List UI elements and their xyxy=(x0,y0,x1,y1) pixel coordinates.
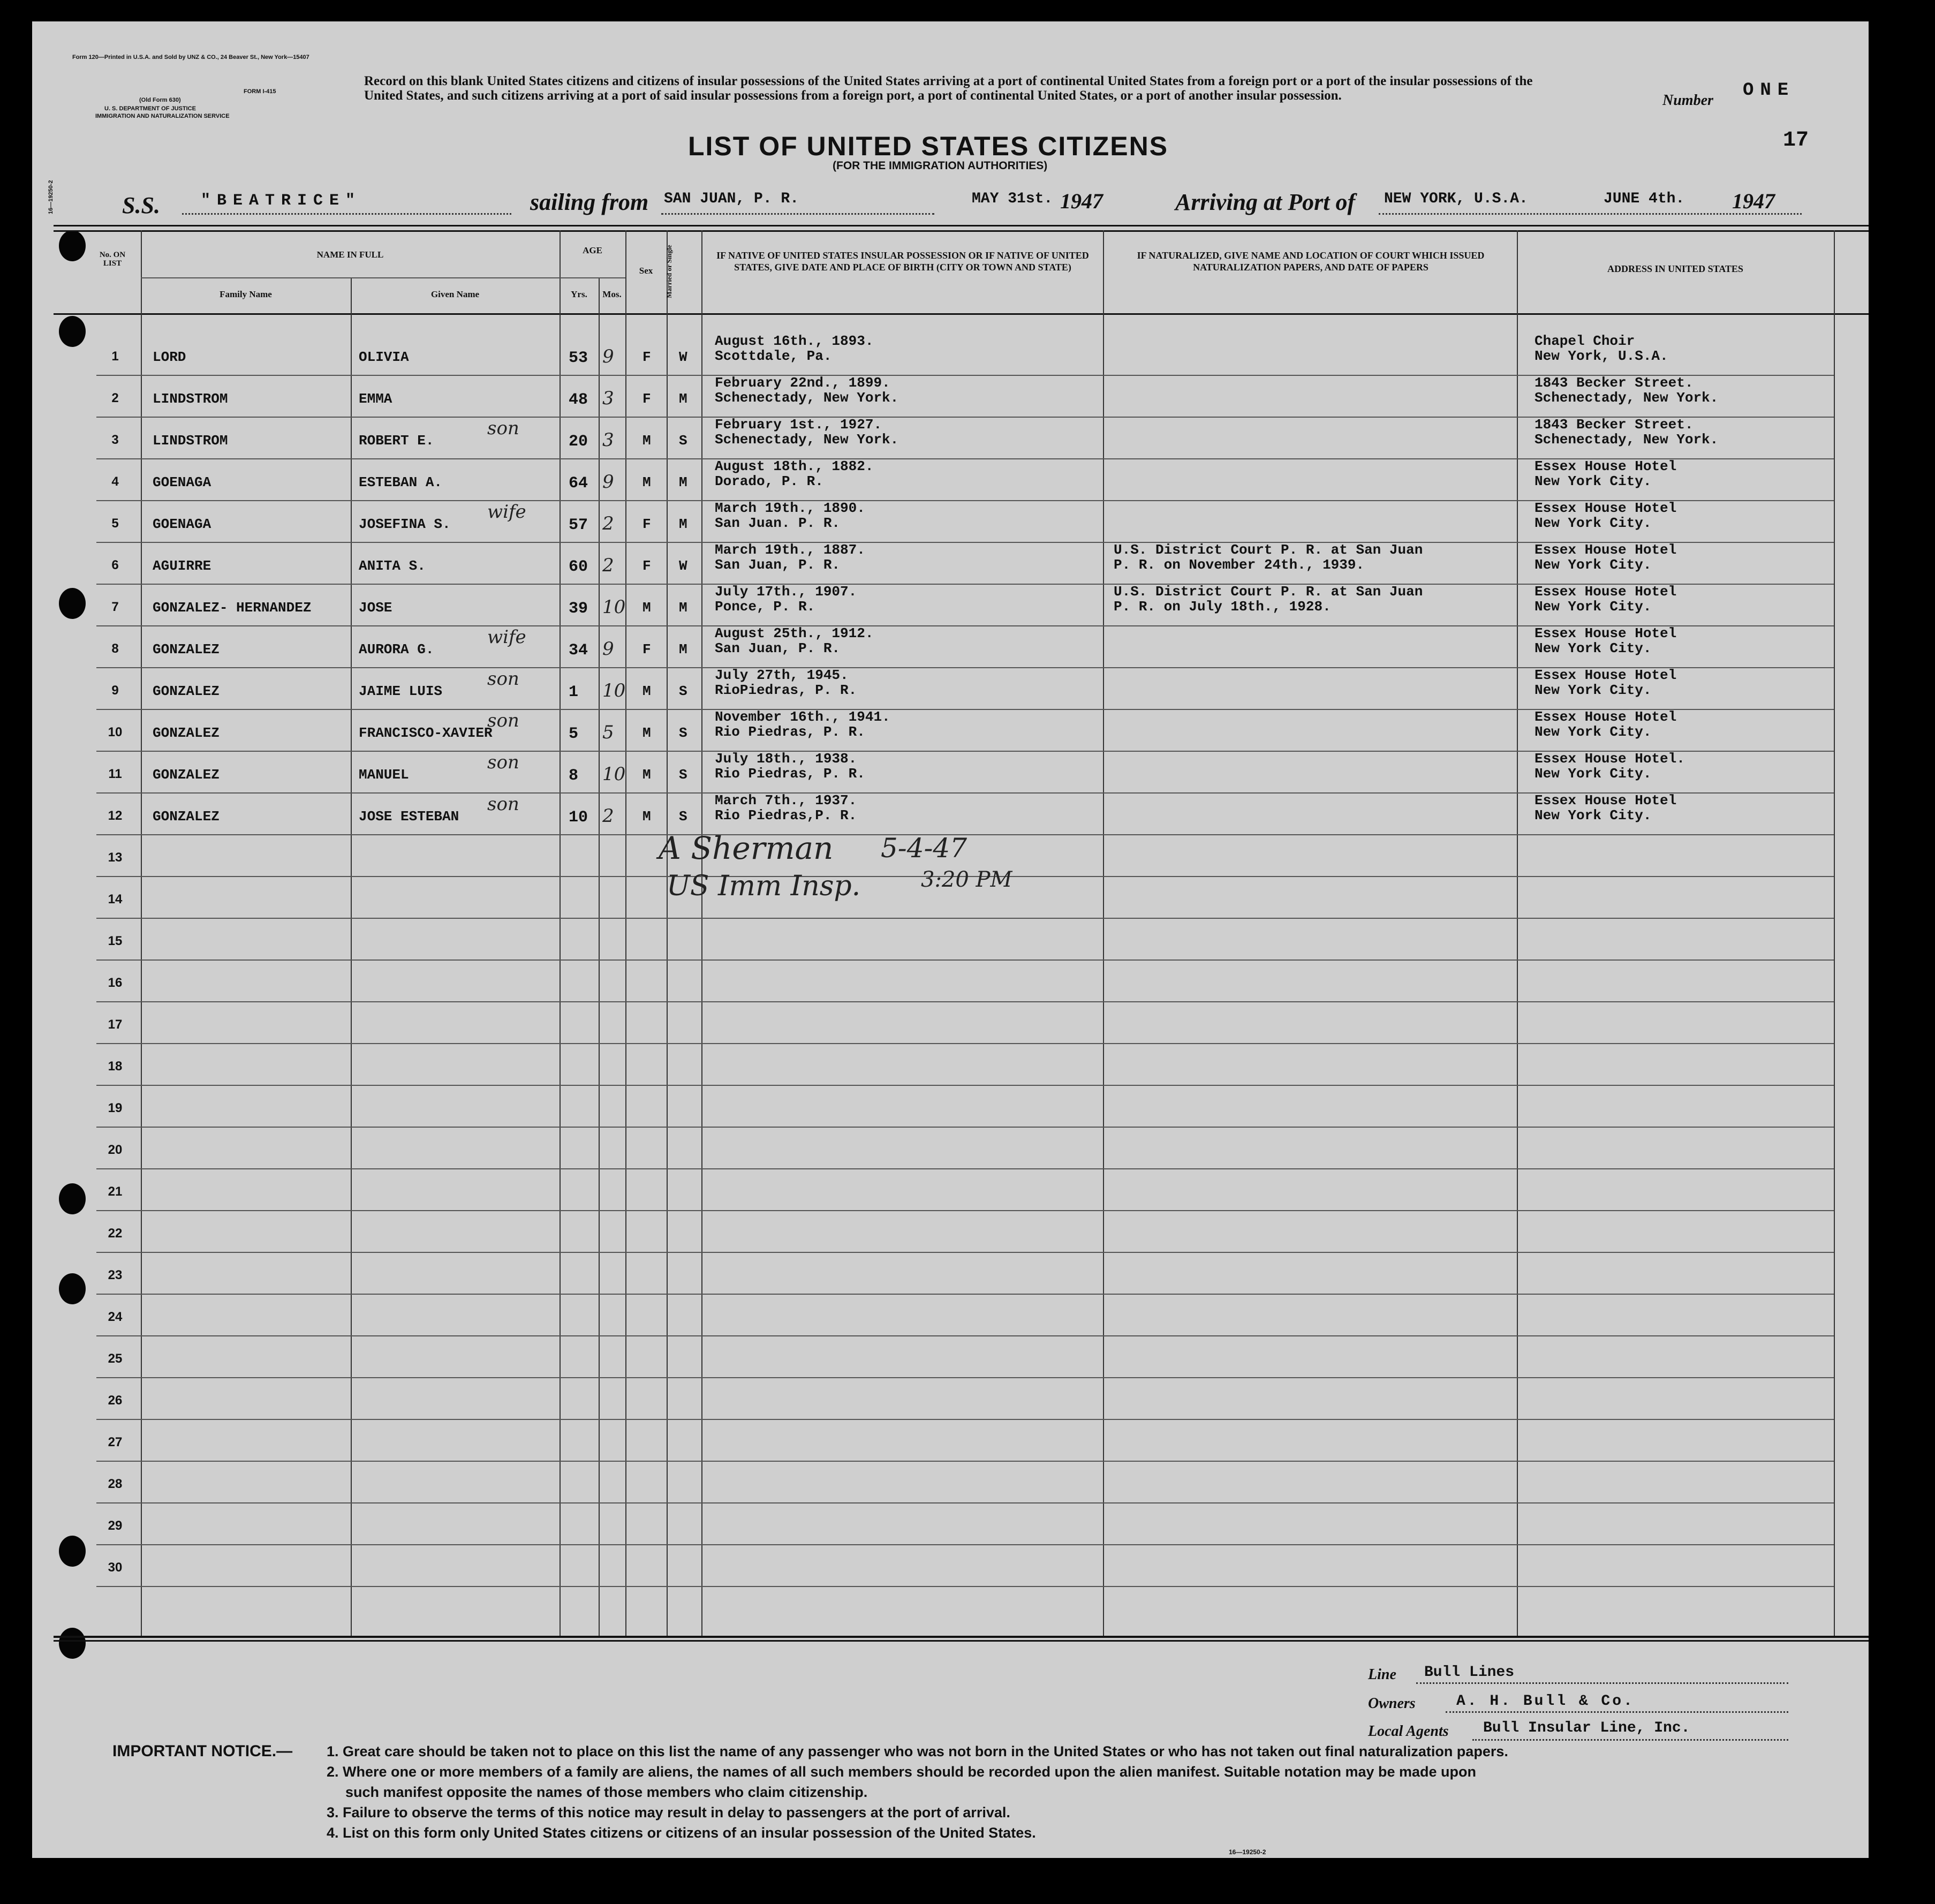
birth-date: July 27th, 1945. xyxy=(715,667,849,683)
marital-status: W xyxy=(679,558,687,574)
row-number: 15 xyxy=(108,934,123,948)
birth-date: March 19th., 1890. xyxy=(715,500,865,516)
ship-label: S.S. xyxy=(122,192,160,218)
inspection-time: 3:20 PM xyxy=(921,867,1012,892)
given-name: ROBERT E. xyxy=(359,433,434,449)
given-name: JOSE ESTEBAN xyxy=(359,809,459,825)
birth-date: March 19th., 1887. xyxy=(715,542,865,558)
family-name: GONZALEZ xyxy=(153,809,220,825)
age-months: 2 xyxy=(602,805,614,827)
address-line-2: New York City. xyxy=(1535,682,1652,698)
sex: F xyxy=(643,516,651,532)
relation-note: wife xyxy=(487,626,526,648)
address-line-1: Essex House Hotel xyxy=(1535,500,1677,516)
row-number: 17 xyxy=(108,1017,123,1032)
age-years: 57 xyxy=(569,516,588,534)
binder-hole xyxy=(59,316,86,347)
row-number: 10 xyxy=(108,725,123,739)
age-months: 10 xyxy=(602,764,626,785)
line-label: Line xyxy=(1368,1666,1396,1683)
row-number: 25 xyxy=(108,1351,123,1366)
naturalization-date: P. R. on July 18th., 1928. xyxy=(1114,599,1331,615)
row-number: 6 xyxy=(111,558,119,572)
header-yrs: Yrs. xyxy=(571,289,587,299)
row-number: 16 xyxy=(108,976,123,990)
row-number: 29 xyxy=(108,1518,123,1533)
age-years: 8 xyxy=(569,767,579,785)
header-naturalized: IF NATURALIZED, GIVE NAME AND LOCATION OF COURT WHICH ISSUED NATURALIZATION PAPERS, AND DATE OF PAPERS xyxy=(1137,250,1485,273)
family-name: AGUIRRE xyxy=(153,558,211,574)
form-number: FORM I-415 xyxy=(244,88,276,95)
row-number: 18 xyxy=(108,1059,123,1074)
birth-place: San Juan. P. R. xyxy=(715,515,841,531)
birth-date: November 16th., 1941. xyxy=(715,709,890,725)
row-number: 7 xyxy=(111,600,119,614)
marital-status: S xyxy=(679,809,687,825)
side-code: 16—19250-2 xyxy=(48,180,54,214)
age-months: 10 xyxy=(602,596,626,618)
age-months: 9 xyxy=(602,471,614,493)
address-line-2: New York, U.S.A. xyxy=(1535,348,1668,364)
address-line-1: Essex House Hotel xyxy=(1535,584,1677,600)
age-months: 10 xyxy=(602,680,626,701)
department: U. S. DEPARTMENT OF JUSTICE xyxy=(104,105,196,112)
age-months: 3 xyxy=(602,388,614,409)
address-line-2: New York City. xyxy=(1535,724,1652,740)
age-years: 1 xyxy=(569,683,579,701)
birth-place: San Juan, P. R. xyxy=(715,640,841,656)
age-years: 20 xyxy=(569,433,588,451)
age-months: 2 xyxy=(602,513,614,534)
row-number: 1 xyxy=(111,349,119,364)
family-name: LORD xyxy=(153,349,186,365)
sex: M xyxy=(643,474,651,490)
ship-name: "BEATRICE" xyxy=(201,192,362,210)
arrival-date: JUNE 4th. xyxy=(1604,191,1685,207)
marital-status: S xyxy=(679,683,687,699)
notice-4: 4. List on this form only United States citizens or citizens of an insular possession of the United States. xyxy=(327,1825,1036,1841)
header-mos: Mos. xyxy=(602,289,622,299)
age-years: 5 xyxy=(569,725,579,743)
given-name: JAIME LUIS xyxy=(359,683,443,699)
family-name: GOENAGA xyxy=(153,516,211,532)
owners-label: Owners xyxy=(1368,1695,1416,1712)
family-name: GONZALEZ- HERNANDEZ xyxy=(153,600,312,616)
address-line-2: Schenectady, New York. xyxy=(1535,390,1719,406)
address-line-2: New York City. xyxy=(1535,515,1652,531)
address-line-2: New York City. xyxy=(1535,640,1652,656)
header-no: No. ON LIST xyxy=(99,251,126,268)
family-name: LINDSTROM xyxy=(153,433,228,449)
sex: F xyxy=(643,391,651,407)
naturalization-court: U.S. District Court P. R. at San Juan xyxy=(1114,542,1423,558)
notice-3: 3. Failure to observe the terms of this notice may result in delay to passengers at the port of arrival. xyxy=(327,1804,1010,1820)
sex: F xyxy=(643,558,651,574)
inspection-date: 5-4-47 xyxy=(881,833,968,864)
given-name: OLIVIA xyxy=(359,349,409,365)
birth-place: RioPiedras, P. R. xyxy=(715,682,857,698)
header-address: ADDRESS IN UNITED STATES xyxy=(1607,263,1743,274)
address-line-2: New York City. xyxy=(1535,766,1652,782)
birth-place: Schenectady, New York. xyxy=(715,432,899,448)
notice-1: 1. Great care should be taken not to place on this list the name of any passenger who was not born in the United States or who has not taken out final naturalization papers. xyxy=(327,1743,1508,1759)
address-line-2: New York City. xyxy=(1535,807,1652,823)
given-name: ESTEBAN A. xyxy=(359,474,443,490)
row-number: 5 xyxy=(111,516,119,531)
row-number: 9 xyxy=(111,683,119,698)
family-name: GOENAGA xyxy=(153,474,211,490)
given-name: EMMA xyxy=(359,391,392,407)
header-married: Married or Single xyxy=(665,245,673,298)
sex: F xyxy=(643,349,651,365)
sex: M xyxy=(643,725,651,741)
inspector-title: US Imm Insp. xyxy=(667,870,861,902)
sex: M xyxy=(643,809,651,825)
sex: M xyxy=(643,767,651,783)
birth-date: July 18th., 1938. xyxy=(715,751,857,767)
relation-note: son xyxy=(487,668,519,690)
row-number: 23 xyxy=(108,1268,123,1282)
number-label: Number xyxy=(1662,92,1713,109)
birth-place: Rio Piedras, P. R. xyxy=(715,724,865,740)
age-years: 53 xyxy=(569,349,588,367)
given-name: JOSE xyxy=(359,600,392,616)
sex: M xyxy=(643,683,651,699)
row-number: 28 xyxy=(108,1477,123,1491)
header-birth: IF NATIVE OF UNITED STATES INSULAR POSSESSION OR IF NATIVE OF UNITED STATES, GIVE DATE AND PLACE OF BIRTH (CITY OR TOWN AND STATE) xyxy=(716,250,1089,273)
marital-status: S xyxy=(679,725,687,741)
departure-year: 1947 xyxy=(1060,189,1103,213)
address-line-1: Essex House Hotel. xyxy=(1535,751,1685,767)
notice-2b: such manifest opposite the names of those members who claim citizenship. xyxy=(345,1784,868,1800)
birth-date: February 1st., 1927. xyxy=(715,417,882,433)
naturalization-date: P. R. on November 24th., 1939. xyxy=(1114,557,1365,573)
age-years: 64 xyxy=(569,474,588,493)
old-form: (Old Form 630) xyxy=(139,97,181,103)
service: IMMIGRATION AND NATURALIZATION SERVICE xyxy=(95,113,230,119)
header-family-name: Family Name xyxy=(220,289,272,299)
naturalization-court: U.S. District Court P. R. at San Juan xyxy=(1114,584,1423,600)
page-subtitle: (FOR THE IMMIGRATION AUTHORITIES) xyxy=(833,160,1048,172)
arrival-year: 1947 xyxy=(1732,189,1775,213)
binder-hole xyxy=(59,1536,86,1567)
binder-hole xyxy=(59,1628,86,1659)
notice-label: IMPORTANT NOTICE.— xyxy=(112,1742,293,1760)
page-number: 17 xyxy=(1783,129,1809,153)
birth-place: Rio Piedras, P. R. xyxy=(715,766,865,782)
address-line-1: 1843 Becker Street. xyxy=(1535,417,1694,433)
binder-hole xyxy=(59,1273,86,1304)
family-name: GONZALEZ xyxy=(153,641,220,658)
sex: F xyxy=(643,641,651,658)
header-sex: Sex xyxy=(639,266,653,276)
age-years: 48 xyxy=(569,391,588,409)
address-line-1: Essex House Hotel xyxy=(1535,792,1677,809)
binder-hole xyxy=(59,588,86,619)
birth-date: August 18th., 1882. xyxy=(715,458,874,474)
age-years: 34 xyxy=(569,641,588,660)
relation-note: son xyxy=(487,752,519,773)
departure-date: MAY 31st. xyxy=(972,191,1053,207)
address-line-1: Essex House Hotel xyxy=(1535,709,1677,725)
marital-status: M xyxy=(679,641,687,658)
arrival-port: NEW YORK, U.S.A. xyxy=(1384,191,1528,207)
row-number: 30 xyxy=(108,1560,123,1575)
birth-place: Ponce, P. R. xyxy=(715,599,815,615)
sex: M xyxy=(643,433,651,449)
age-years: 10 xyxy=(569,809,588,827)
birth-date: March 7th., 1937. xyxy=(715,792,857,809)
notice-2a: 2. Where one or more members of a family are aliens, the names of all such members should be recorded upon the alien manifest. Suitable notation may be made upon xyxy=(327,1764,1477,1780)
address-line-2: New York City. xyxy=(1535,599,1652,615)
form-code: 16—19250-2 xyxy=(1229,1848,1266,1856)
given-name: FRANCISCO-XAVIER xyxy=(359,725,493,741)
birth-date: February 22nd., 1899. xyxy=(715,375,890,391)
address-line-2: Schenectady, New York. xyxy=(1535,432,1719,448)
family-name: GONZALEZ xyxy=(153,683,220,699)
address-line-1: Essex House Hotel xyxy=(1535,667,1677,683)
address-line-1: Essex House Hotel xyxy=(1535,625,1677,641)
relation-note: son xyxy=(487,418,519,439)
address-line-1: Essex House Hotel xyxy=(1535,458,1677,474)
row-number: 11 xyxy=(108,767,122,781)
given-name: ANITA S. xyxy=(359,558,426,574)
marital-status: S xyxy=(679,767,687,783)
marital-status: M xyxy=(679,516,687,532)
row-number: 13 xyxy=(108,850,123,865)
marital-status: M xyxy=(679,391,687,407)
age-months: 2 xyxy=(602,555,614,576)
row-number: 26 xyxy=(108,1393,123,1408)
row-number: 19 xyxy=(108,1101,123,1115)
row-number: 14 xyxy=(108,892,123,906)
sex: M xyxy=(643,600,651,616)
birth-place: Dorado, P. R. xyxy=(715,473,823,489)
header-name-in-full: NAME IN FULL xyxy=(316,250,384,260)
row-number: 20 xyxy=(108,1143,123,1157)
row-number: 24 xyxy=(108,1310,123,1324)
address-line-1: Essex House Hotel xyxy=(1535,542,1677,558)
header-age: AGE xyxy=(583,245,602,255)
marital-status: M xyxy=(679,474,687,490)
sailing-label: sailing from xyxy=(530,189,649,215)
marital-status: M xyxy=(679,600,687,616)
row-number: 4 xyxy=(111,474,119,489)
family-name: GONZALEZ xyxy=(153,767,220,783)
birth-place: Schenectady, New York. xyxy=(715,390,899,406)
birth-place: Rio Piedras,P. R. xyxy=(715,807,857,823)
relation-note: wife xyxy=(487,501,526,523)
arriving-label: Arriving at Port of xyxy=(1175,189,1356,215)
relation-note: son xyxy=(487,794,519,815)
row-number: 22 xyxy=(108,1226,123,1241)
birth-place: San Juan, P. R. xyxy=(715,557,841,573)
age-years: 39 xyxy=(569,600,588,618)
address-line-2: New York City. xyxy=(1535,557,1652,573)
relation-note: son xyxy=(487,710,519,731)
marital-status: S xyxy=(679,433,687,449)
family-name: LINDSTROM xyxy=(153,391,228,407)
given-name: MANUEL xyxy=(359,767,409,783)
given-name: JOSEFINA S. xyxy=(359,516,451,532)
given-name: AURORA G. xyxy=(359,641,434,658)
birth-place: Scottdale, Pa. xyxy=(715,348,832,364)
birth-date: August 25th., 1912. xyxy=(715,625,874,641)
address-line-1: Chapel Choir xyxy=(1535,333,1635,349)
binder-hole xyxy=(59,230,86,261)
binder-hole xyxy=(59,1183,86,1214)
inspector-signature: A Sherman xyxy=(659,830,834,866)
age-months: 9 xyxy=(602,346,614,367)
family-name: GONZALEZ xyxy=(153,725,220,741)
row-number: 8 xyxy=(111,641,119,656)
agents-label: Local Agents xyxy=(1368,1723,1449,1740)
row-number: 3 xyxy=(111,433,119,447)
instructions: Record on this blank United States citizens and citizens of insular possessions of the United States arriving at a port of continental United States from a foreign port or a port of the insular possessions of the United States, and such citizens arriving at a port of said insular possessions from a foreign port, a port of continental United States, or a port of another insular possession. xyxy=(364,74,1533,103)
printer-line: Form 120—Printed in U.S.A. and Sold by UNZ & CO., 24 Beaver St., New York—15407 xyxy=(72,54,309,61)
owners-value: A. H. Bull & Co. xyxy=(1456,1693,1635,1710)
birth-date: July 17th., 1907. xyxy=(715,584,857,600)
age-months: 9 xyxy=(602,638,614,660)
row-number: 27 xyxy=(108,1435,123,1449)
address-line-1: 1843 Becker Street. xyxy=(1535,375,1694,391)
row-number: 2 xyxy=(111,391,119,405)
age-months: 5 xyxy=(602,722,614,743)
header-given-name: Given Name xyxy=(430,289,480,299)
number-value: ONE xyxy=(1743,80,1795,101)
age-months: 3 xyxy=(602,429,614,451)
row-number: 21 xyxy=(108,1184,123,1199)
birth-date: August 16th., 1893. xyxy=(715,333,874,349)
line-value: Bull Lines xyxy=(1424,1664,1515,1681)
address-line-2: New York City. xyxy=(1535,473,1652,489)
marital-status: W xyxy=(679,349,687,365)
agents-value: Bull Insular Line, Inc. xyxy=(1483,1720,1690,1736)
page-title: LIST OF UNITED STATES CITIZENS xyxy=(688,131,1169,161)
row-number: 12 xyxy=(108,809,123,823)
age-years: 60 xyxy=(569,558,588,576)
sailing-from: SAN JUAN, P. R. xyxy=(664,191,799,207)
